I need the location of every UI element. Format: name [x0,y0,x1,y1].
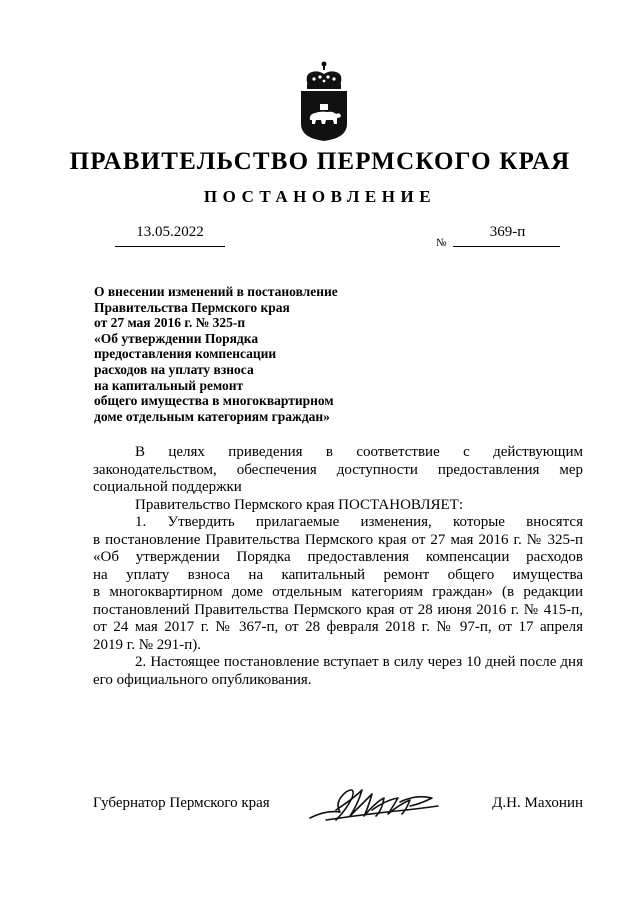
body-line: 2. Настоящее постановление вступает в силу через 10 дней после дня [135,654,583,670]
body-line: на уплату взноса на капитальный ремонт общего имущества [93,566,583,583]
date-underline [115,246,225,247]
number-sign: № [436,237,447,249]
body-line: его официального опубликования. [93,671,312,688]
subject-line: расходов на уплату взноса [94,361,254,377]
document-type: ПОСТАНОВЛЕНИЕ [203,187,437,206]
body-line: социальной поддержки [93,479,242,495]
body-line: В целях приведения в соответствие с действующим [135,444,583,460]
subject-line: О внесении изменений в постановление [94,284,338,299]
document-subject [94,284,394,424]
body-line: 2019 г. № 291-п). [93,636,202,653]
body-line: в многоквартирном доме отдельным категориям граждан» (в редакции [93,584,583,600]
subject-line: предоставления компенсации [94,346,277,362]
number-underline [453,246,560,247]
subject-line: общего имущества в многоквартирном [94,393,334,409]
subject-line: на капитальный ремонт [94,377,244,393]
body-line: Правительство Пермского края ПОСТАНОВЛЯЕТ: [135,496,464,513]
handwritten-signature-icon [306,780,446,828]
body-line: «Об утверждении Порядка предоставления компенсации расходов [93,549,583,565]
body-line: 1. Утвердить прилагаемые изменения, которые вносятся [135,514,583,530]
coat-of-arms-icon [296,60,352,142]
document-number: 369-п [489,224,526,240]
signatory-name: Д.Н. Махонин [492,795,583,811]
government-title: ПРАВИТЕЛЬСТВО ПЕРМСКОГО КРАЯ [69,148,571,175]
signatory-position: Губернатор Пермского края [93,795,270,811]
body-line: законодательством, обеспечения доступности предоставления мер [93,461,583,478]
subject-line: от 27 мая 2016 г. № 325-п [94,315,246,331]
document-body [93,444,583,689]
subject-line: Правительства Пермского края [94,299,290,315]
body-line: постановлений Правительства Пермского края от 28 июня 2016 г. № 415-п, [93,601,583,618]
body-line: от 24 мая 2017 г. № 367-п, от 28 февраля 2018 г. № 97-п, от 17 апреля [93,619,583,635]
body-line: в постановление Правительства Пермского края от 27 мая 2016 г. № 325-п [93,531,583,548]
subject-line: «Об утверждении Порядка [94,330,259,346]
document-date: 13.05.2022 [136,224,204,240]
subject-line: доме отдельным категориям граждан» [94,408,330,424]
